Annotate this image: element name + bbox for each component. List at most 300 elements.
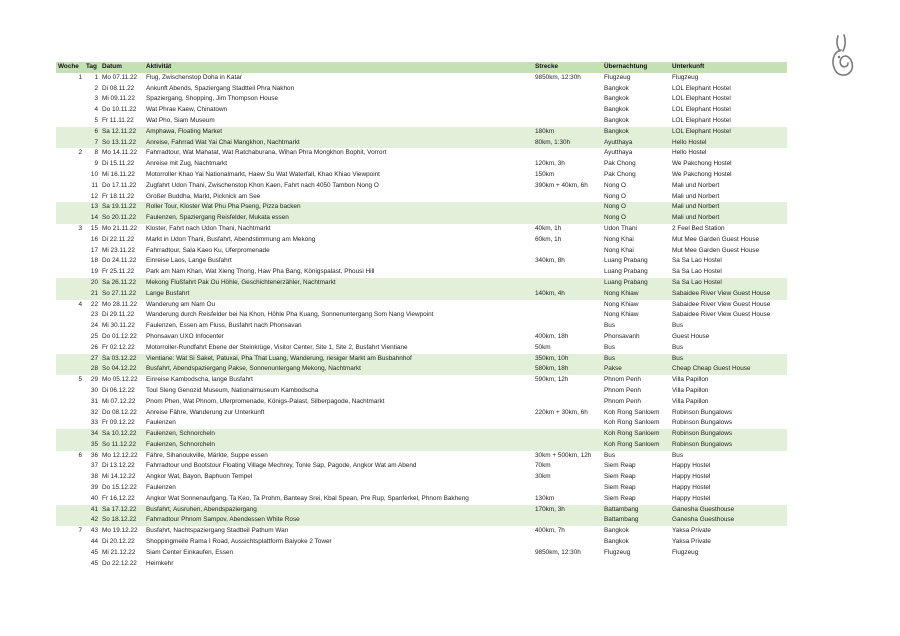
cell-datum: Fr 25.11.22 (102, 268, 135, 276)
cell-datum: Fr 11.11.22 (102, 116, 134, 124)
cell-datum: Do 17.11.22 (102, 181, 137, 189)
cell-strecke (533, 94, 602, 105)
cell-tag: 21 (90, 289, 98, 297)
cell-strecke: 40km, 1h (535, 224, 562, 232)
cell-strecke: 9850km, 12:30h (535, 548, 581, 556)
cell-uebernachtung: Pakse (604, 365, 622, 373)
cell-uebernachtung: Battambang (604, 516, 639, 524)
cell-unterkunft: Happy Hostel (672, 494, 711, 502)
cell-datum: So 13.11.22 (102, 138, 136, 146)
cell-aktivitaet: Vientiane: Wat Si Saket, Patuxai, Pha That Luang, Wanderung, riesiger Markt am Busbahnhof (146, 354, 412, 362)
cell-unterkunft: Guest House (672, 332, 710, 340)
cell-aktivitaet: Faulenzen, Essen am Fluss, Busfahrt nach Phonsavan (146, 322, 302, 330)
cell-woche (56, 461, 84, 472)
cell-tag: 4 (94, 106, 98, 114)
cell-strecke: 220km + 30km, 6h (535, 408, 588, 416)
cell-datum: Mo 28.11.22 (102, 300, 138, 308)
cell-aktivitaet: Busfahrt, Ausruhen, Abendspaziergang (146, 505, 257, 513)
cell-datum: Mo 19.12.22 (102, 527, 138, 535)
cell-datum: Di 08.11.22 (102, 84, 135, 92)
cell-strecke (533, 397, 602, 408)
table-row (56, 267, 787, 278)
cell-aktivitaet: Mekong Flußfahrt Pak Ou Höhle, Geschichtenerzähler, Nachtmarkt (146, 278, 336, 286)
cell-uebernachtung: Ayutthaya (604, 149, 633, 157)
table-row (56, 246, 787, 257)
cell-tag: 44 (90, 538, 98, 546)
table-row (56, 418, 787, 429)
cell-aktivitaet: Kloster, Fahrt nach Udon Thani, Nachtmarkt (146, 224, 271, 232)
cell-aktivitaet: Einreise Kambodscha, lange Busfahrt (146, 376, 253, 384)
cell-woche (56, 537, 84, 548)
cell-datum: Do 08.12.22 (102, 408, 137, 416)
cell-tag: 41 (90, 505, 98, 513)
cell-unterkunft: Yaksa Private (672, 538, 711, 546)
cell-strecke: 580km, 18h (535, 365, 569, 373)
cell-datum: Sa 10.12.22 (102, 430, 137, 438)
cell-woche (56, 310, 84, 321)
cell-woche (56, 278, 84, 289)
cell-tag: 26 (90, 343, 98, 351)
cell-strecke: 150km (535, 170, 555, 178)
cell-unterkunft: Mali und Norbert (672, 181, 720, 189)
table-row (56, 483, 787, 494)
cell-tag: 7 (94, 138, 98, 146)
cell-tag: 32 (90, 408, 98, 416)
cell-woche (56, 483, 84, 494)
cell-unterkunft: Sa Sa Lao Hostel (672, 278, 722, 286)
cell-strecke: 30km + 500km, 12h (535, 451, 592, 459)
cell-unterkunft: LOL Elephant Hostel (672, 127, 731, 135)
table-row (56, 170, 787, 181)
cell-woche (56, 472, 84, 483)
cell-aktivitaet: Zugfahrt Udon Thani, Zwischenstop Khon Kaen, Fahrt nach 4050 Tambon Nong O (146, 181, 379, 189)
cell-woche (56, 84, 84, 95)
cell-strecke (533, 213, 602, 224)
cell-unterkunft: Mali und Norbert (672, 192, 720, 200)
table-body (56, 73, 787, 570)
cell-woche (56, 202, 84, 213)
cell-aktivitaet: Angkor Wat, Bayon, Baphuon Tempel (146, 473, 253, 481)
table-row (56, 127, 787, 138)
cell-unterkunft (670, 559, 787, 570)
cell-tag: 8 (94, 149, 98, 157)
cell-tag: 28 (90, 365, 98, 373)
cell-datum: Sa 19.11.22 (102, 203, 136, 211)
cell-strecke (533, 246, 602, 257)
table-row (56, 364, 787, 375)
cell-tag: 24 (90, 322, 98, 330)
cell-tag: 25 (90, 332, 98, 340)
cell-unterkunft: Mali und Norbert (672, 214, 720, 222)
cell-woche (56, 321, 84, 332)
cell-woche (56, 256, 84, 267)
cell-aktivitaet: Einreise Laos, Lange Busfahrt (146, 257, 232, 265)
cell-tag: 33 (90, 419, 98, 427)
cell-tag: 31 (90, 397, 98, 405)
table-row (56, 472, 787, 483)
cell-tag: 12 (90, 192, 98, 200)
cell-strecke (533, 148, 602, 159)
cell-datum: Mo 07.11.22 (102, 73, 138, 81)
cell-uebernachtung: Siem Reap (604, 473, 636, 481)
cell-uebernachtung: Luang Prabang (604, 278, 648, 286)
cell-tag: 19 (90, 268, 98, 276)
cell-unterkunft: Sabaidee River View Guest House (672, 311, 771, 319)
cell-unterkunft: Sa Sa Lao Hostel (672, 257, 722, 265)
table-row (56, 159, 787, 170)
cell-aktivitaet: Anreise, Fahrrad Wat Yai Chai Mangkhon, Nachtmarkt (146, 138, 300, 146)
cell-strecke: 340km, 8h (535, 257, 565, 265)
cell-uebernachtung: Bus (604, 343, 616, 351)
cell-woche: 3 (78, 224, 82, 232)
cell-tag: 15 (90, 224, 98, 232)
table-row (56, 408, 787, 419)
cell-uebernachtung: Nong O (604, 192, 627, 200)
cell-woche (56, 559, 84, 570)
cell-tag: 16 (90, 235, 98, 243)
cell-datum: Do 24.11.22 (102, 257, 137, 265)
cell-unterkunft: Sabaidee River View Guest House (672, 300, 771, 308)
cell-woche (56, 94, 84, 105)
cell-strecke (533, 440, 602, 451)
cell-strecke: 170km, 3h (535, 505, 565, 513)
cell-aktivitaet: Roller Tour, Kloster Wat Phu Pha Pseng, Pizza backen (146, 203, 301, 211)
cell-strecke (533, 483, 602, 494)
cell-aktivitaet: Wanderung durch Reisfelder bei Na Khon, Höhle Pha Kuang, Sonnenuntergang Som Nang Viewpoint (146, 311, 434, 319)
cell-woche (56, 364, 84, 375)
table-row (56, 181, 787, 192)
hare-emblem-icon (829, 34, 855, 80)
table-row (56, 397, 787, 408)
cell-aktivitaet: Faulenzen, Schnorcheln (146, 440, 215, 448)
cell-uebernachtung: Nong Khai (604, 246, 634, 254)
table-row (56, 289, 787, 300)
cell-unterkunft: Robinson Bungalows (672, 430, 733, 438)
cell-uebernachtung: Flugzeug (604, 73, 631, 81)
cell-uebernachtung: Bangkok (604, 527, 629, 535)
cell-uebernachtung: Luang Prabang (604, 268, 648, 276)
table-row (56, 505, 787, 516)
cell-woche (56, 332, 84, 343)
cell-strecke: 80km, 1:30h (535, 138, 571, 146)
cell-aktivitaet: Markt in Udon Thani, Busfahrt, Abendstimmung am Mekong (146, 235, 316, 243)
cell-datum: So 27.11.22 (102, 289, 136, 297)
cell-strecke: 390km + 40km, 6h (535, 181, 588, 189)
cell-woche (56, 138, 84, 149)
cell-woche (56, 548, 84, 559)
col-header-unterkunft: Unterkunft (672, 63, 705, 70)
cell-woche: 4 (78, 300, 82, 308)
cell-tag: 14 (90, 214, 98, 222)
cell-tag: 10 (90, 170, 98, 178)
cell-unterkunft: Villa Papillon (672, 397, 709, 405)
cell-aktivitaet: Ankunft Abends, Spaziergang Stadtteil Phra Nakhon (146, 84, 295, 92)
cell-strecke (533, 300, 602, 311)
cell-datum: Mi 14.12.22 (102, 473, 136, 481)
cell-strecke: 120km, 3h (535, 160, 565, 168)
cell-tag: 22 (90, 300, 98, 308)
cell-uebernachtung: Ayutthaya (604, 138, 633, 146)
cell-datum: Sa 03.12.22 (102, 354, 137, 362)
cell-unterkunft: Bus (672, 322, 684, 330)
cell-woche (56, 440, 84, 451)
table-row (56, 310, 787, 321)
cell-woche (56, 246, 84, 257)
cell-woche: 1 (78, 73, 82, 81)
cell-aktivitaet: Motorroller Khao Yai Nationalmarkt, Haew Su Wat Waterfall, Khao Khiao Viewpoint (146, 170, 380, 178)
cell-woche (56, 116, 84, 127)
cell-tag: 42 (90, 516, 98, 524)
cell-uebernachtung: Udon Thani (604, 224, 637, 232)
cell-woche (56, 397, 84, 408)
cell-strecke: 9850km, 12:30h (535, 73, 581, 81)
table-row (56, 321, 787, 332)
cell-datum: Mo 12.12.22 (102, 451, 138, 459)
cell-woche (56, 105, 84, 116)
cell-uebernachtung: Pak Chong (604, 160, 636, 168)
cell-unterkunft: LOL Elephant Hostel (672, 116, 731, 124)
cell-datum: Mi 21.12.22 (102, 548, 136, 556)
table-row (56, 526, 787, 537)
cell-aktivitaet: Toul Sleng Genozid Museum, Nationalmuseum Kambodscha (146, 386, 319, 394)
table-row (56, 343, 787, 354)
cell-datum: So 20.11.22 (102, 214, 136, 222)
cell-strecke: 350km, 10h (535, 354, 569, 362)
cell-aktivitaet: Shoppingmeile Rama I Road, Aussichtsplattform Baiyoke 2 Tower (146, 538, 332, 546)
cell-aktivitaet: Fähre, Sihanoukville, Märkte, Suppe essen (146, 451, 268, 459)
cell-aktivitaet: Flug, Zwischenstop Doha in Katar (146, 73, 242, 81)
cell-uebernachtung: Luang Prabang (604, 257, 648, 265)
cell-strecke (533, 537, 602, 548)
cell-aktivitaet: Phonsavan UXO Infocenter (146, 332, 224, 340)
table-row (56, 548, 787, 559)
cell-strecke (533, 267, 602, 278)
table-row (56, 213, 787, 224)
cell-aktivitaet: Siam Center Einkaufen, Essen (146, 548, 234, 556)
cell-datum: Di 15.11.22 (102, 160, 135, 168)
cell-datum: So 18.12.22 (102, 516, 137, 524)
cell-unterkunft: Bus (672, 343, 684, 351)
cell-datum: Mo 05.12.22 (102, 376, 138, 384)
cell-aktivitaet: Anreise Fähre, Wanderung zur Unterkunft (146, 408, 265, 416)
cell-datum: Di 22.11.22 (102, 235, 135, 243)
cell-uebernachtung: Battambang (604, 505, 639, 513)
table-row (56, 202, 787, 213)
table-row (56, 440, 787, 451)
cell-aktivitaet: Pnom Phen, Wat Phnom, Uferpromenade, Königs-Palast, Silberpagode, Nachtmarkt (146, 397, 385, 405)
table-row (56, 256, 787, 267)
cell-aktivitaet: Wat Pho, Siam Museum (146, 116, 215, 124)
table-row (56, 278, 787, 289)
cell-woche (56, 505, 84, 516)
cell-woche (56, 192, 84, 203)
cell-tag: 29 (90, 376, 98, 384)
cell-strecke (533, 116, 602, 127)
cell-tag: 11 (91, 181, 98, 189)
cell-strecke (533, 515, 602, 526)
cell-aktivitaet: Anreise mit Zug, Nachtmarkt (146, 160, 227, 168)
cell-datum: Di 20.12.22 (102, 538, 135, 546)
table-row (56, 537, 787, 548)
cell-unterkunft: Bus (672, 451, 684, 459)
cell-uebernachtung: Koh Rong Sanloem (604, 430, 660, 438)
cell-datum: Mi 09.11.22 (102, 95, 135, 103)
cell-tag: 36 (90, 451, 98, 459)
cell-woche (56, 354, 84, 365)
cell-uebernachtung: Nong O (604, 181, 627, 189)
table-row (56, 94, 787, 105)
cell-unterkunft: Bus (672, 354, 684, 362)
cell-tag: 3 (94, 95, 98, 103)
cell-datum: Mi 16.11.22 (102, 170, 135, 178)
cell-unterkunft: Yaksa Private (672, 527, 711, 535)
cell-datum: Do 22.12.22 (102, 559, 137, 567)
table-row (56, 224, 787, 235)
cell-uebernachtung: Phnom Penh (604, 376, 641, 384)
cell-unterkunft: Villa Papillon (672, 386, 709, 394)
cell-datum: Sa 26.11.22 (102, 278, 136, 286)
cell-strecke: 180km (535, 127, 555, 135)
cell-woche (56, 159, 84, 170)
table-row (56, 461, 787, 472)
cell-aktivitaet: Wat Phrae Kaew, Chinatown (146, 106, 228, 114)
cell-woche: 2 (78, 149, 82, 157)
cell-uebernachtung: Nong Khiaw (604, 311, 639, 319)
table-row (56, 386, 787, 397)
cell-aktivitaet: Fahrradtour und Bootstour Floating Village Mechrey, Tonle Sap, Pagode, Angkor Wat am Abend (146, 462, 417, 470)
table-row (56, 148, 787, 159)
table-row (56, 235, 787, 246)
cell-strecke (533, 559, 602, 570)
cell-tag: 1 (94, 73, 98, 81)
cell-woche: 7 (78, 527, 82, 535)
cell-unterkunft: Flugzeug (672, 548, 699, 556)
cell-uebernachtung: Phonsavanh (604, 332, 640, 340)
cell-uebernachtung: Siem Reap (604, 462, 636, 470)
cell-aktivitaet: Wanderung am Nam Ou (146, 300, 216, 308)
cell-unterkunft: Happy Hostel (672, 462, 711, 470)
cell-woche: 5 (78, 376, 82, 384)
cell-tag: 27 (90, 354, 98, 362)
cell-datum: So 04.12.22 (102, 365, 137, 373)
cell-woche (56, 213, 84, 224)
table-row (56, 354, 787, 365)
cell-strecke (533, 84, 602, 95)
cell-aktivitaet: Faulenzen, Schnorcheln (146, 430, 215, 438)
cell-tag: 6 (94, 127, 98, 135)
cell-uebernachtung: Koh Rong Sanloem (604, 408, 660, 416)
table-row (56, 192, 787, 203)
cell-aktivitaet: Spaziergang, Shopping, Jim Thompson House (146, 95, 279, 103)
cell-strecke (533, 386, 602, 397)
cell-unterkunft: We Pakchong Hostel (672, 160, 732, 168)
cell-woche (56, 429, 84, 440)
cell-uebernachtung: Bangkok (604, 84, 629, 92)
cell-unterkunft: Robinson Bungalows (672, 408, 733, 416)
cell-uebernachtung: Bangkok (604, 116, 629, 124)
cell-datum: Fr 09.12.22 (102, 419, 135, 427)
table-row (56, 84, 787, 95)
table-row (56, 515, 787, 526)
cell-datum: Sa 17.12.22 (102, 505, 137, 513)
cell-strecke (533, 105, 602, 116)
cell-tag: 45 (90, 548, 98, 556)
col-header-datum: Datum (102, 63, 122, 70)
cell-tag: 34 (90, 430, 98, 438)
cell-strecke: 30km (535, 473, 551, 481)
cell-strecke (533, 418, 602, 429)
table-row (56, 429, 787, 440)
cell-woche (56, 515, 84, 526)
cell-aktivitaet: Faulenzen (146, 419, 176, 427)
cell-uebernachtung: Koh Rong Sanloem (604, 419, 660, 427)
cell-aktivitaet: Faulenzen, Spaziergang Reisfelder, Mukata essen (146, 214, 289, 222)
cell-tag: 13 (90, 203, 98, 211)
cell-datum: Do 15.12.22 (102, 484, 137, 492)
cell-tag: 20 (90, 278, 98, 286)
cell-strecke: 70km (535, 462, 551, 470)
cell-unterkunft: Mut Mee Garden Guest House (672, 246, 760, 254)
cell-woche (56, 494, 84, 505)
cell-datum: Mo 21.11.22 (102, 224, 138, 232)
cell-uebernachtung: Phnom Penh (604, 397, 641, 405)
cell-uebernachtung (602, 559, 670, 570)
cell-tag: 2 (94, 84, 98, 92)
cell-uebernachtung: Koh Rong Sanloem (604, 440, 660, 448)
cell-unterkunft: Ganesha Guesthouse (672, 505, 735, 513)
cell-strecke (533, 278, 602, 289)
cell-unterkunft: Sabaidee River View Guest House (672, 289, 771, 297)
itinerary-table (56, 62, 787, 569)
cell-uebernachtung: Bus (604, 322, 616, 330)
cell-woche (56, 408, 84, 419)
cell-tag: 23 (90, 311, 98, 319)
cell-aktivitaet: Lange Busfahrt (146, 289, 190, 297)
cell-aktivitaet: Park am Nam Khan, Wat Xieng Thong, Haw Pha Bang, Königspalast, Phousi Hill (146, 268, 375, 276)
col-header-aktivitaet: Aktivität (146, 63, 172, 70)
cell-unterkunft: 2 Feel Bed Station (672, 224, 725, 232)
cell-datum: Fr 16.12.22 (102, 494, 135, 502)
cell-tag: 38 (90, 473, 98, 481)
cell-woche (56, 181, 84, 192)
cell-datum: Fr 18.11.22 (102, 192, 135, 200)
table-row (56, 332, 787, 343)
cell-woche (56, 235, 84, 246)
cell-datum: Mi 23.11.22 (102, 246, 135, 254)
cell-unterkunft: We Pakchong Hostel (672, 170, 732, 178)
cell-tag: 39 (90, 484, 98, 492)
cell-strecke: 400km, 7h (535, 527, 565, 535)
cell-uebernachtung: Flugzeug (604, 548, 631, 556)
cell-aktivitaet: Fahrradtour, Wat Mahatat, Wat Ratchaburana, Wihan Phra Mongkhon Bophit, Vorrort (146, 149, 387, 157)
cell-unterkunft: Robinson Bungalows (672, 440, 733, 448)
cell-strecke: 590km, 12h (535, 376, 569, 384)
cell-tag: 43 (90, 527, 98, 535)
cell-tag: 18 (90, 257, 98, 265)
cell-datum: Mi 07.12.22 (102, 397, 136, 405)
cell-uebernachtung: Bus (604, 354, 616, 362)
cell-tag: 40 (90, 494, 98, 502)
table-row (56, 300, 787, 311)
cell-strecke: 60km, 1h (535, 235, 562, 243)
cell-strecke (533, 310, 602, 321)
cell-uebernachtung: Nong Khai (604, 235, 634, 243)
cell-uebernachtung: Nong Khiaw (604, 289, 639, 297)
cell-unterkunft: Villa Papillon (672, 376, 709, 384)
cell-tag: 37 (90, 462, 98, 470)
col-header-uebernachtung: Übernachtung (604, 63, 648, 70)
table-row (56, 494, 787, 505)
